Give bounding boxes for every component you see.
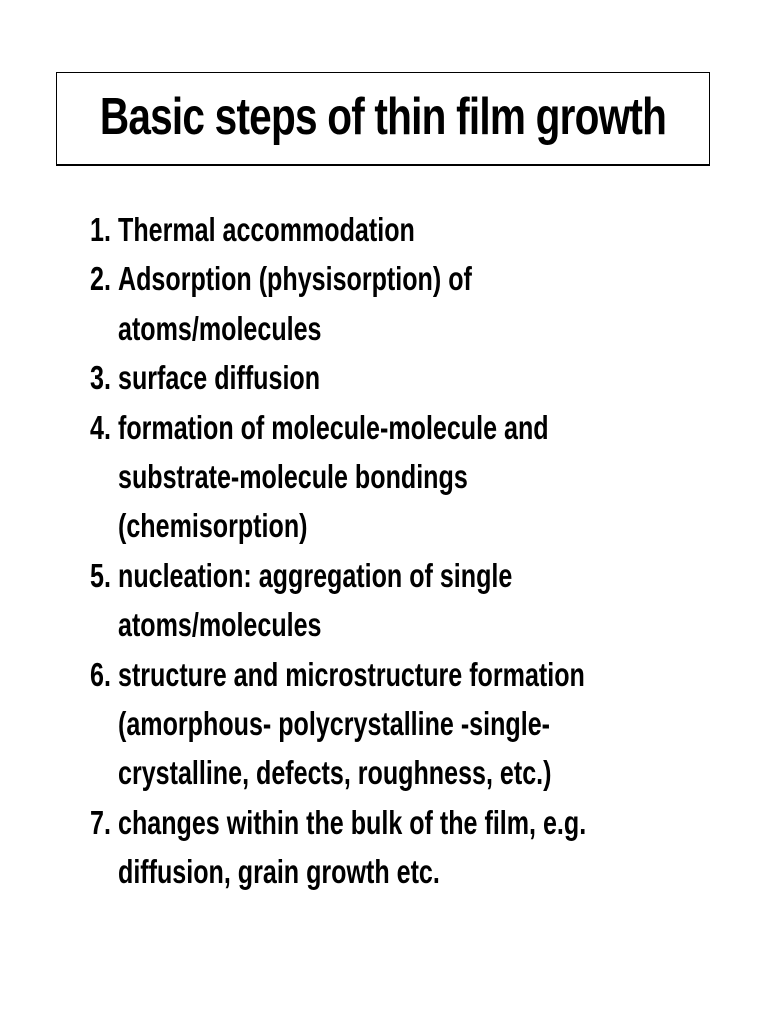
step-number: 3. (90, 359, 111, 397)
step-text-line: surface diffusion (118, 359, 321, 397)
step-text-line: diffusion, grain growth etc. (118, 853, 440, 891)
page-title: Basic steps of thin film growth (99, 87, 667, 146)
title-box (56, 72, 710, 166)
step-item (90, 650, 734, 798)
step-item (90, 254, 734, 353)
steps-list (90, 205, 734, 897)
step-text-line: atoms/molecules (118, 606, 322, 644)
step-number: 6. (90, 655, 111, 693)
step-text-line: substrate-molecule bondings (118, 458, 468, 496)
step-number: 4. (90, 408, 111, 446)
step-number: 5. (90, 556, 111, 594)
step-text-line: Adsorption (physisorption) of (118, 260, 472, 298)
step-item (90, 798, 734, 897)
step-item (90, 403, 734, 551)
step-number: 2. (90, 260, 111, 298)
step-text-line: crystalline, defects, roughness, etc.) (118, 754, 552, 792)
step-text-line: (amorphous- polycrystalline -single- (118, 705, 551, 743)
step-number: 1. (90, 211, 111, 248)
step-text-line: Thermal accommodation (118, 211, 415, 248)
step-item (90, 205, 734, 254)
step-item (90, 551, 734, 650)
step-text-line: (chemisorption) (118, 507, 308, 545)
step-item (90, 353, 734, 402)
step-text-line: atoms/molecules (118, 309, 322, 347)
step-text-line: nucleation: aggregation of single (118, 556, 513, 594)
step-text-line: changes within the bulk of the film, e.g. (118, 803, 587, 841)
step-text-line: formation of molecule-molecule and (118, 408, 549, 446)
step-text-line: structure and microstructure formation (118, 655, 585, 693)
step-number: 7. (90, 803, 111, 841)
